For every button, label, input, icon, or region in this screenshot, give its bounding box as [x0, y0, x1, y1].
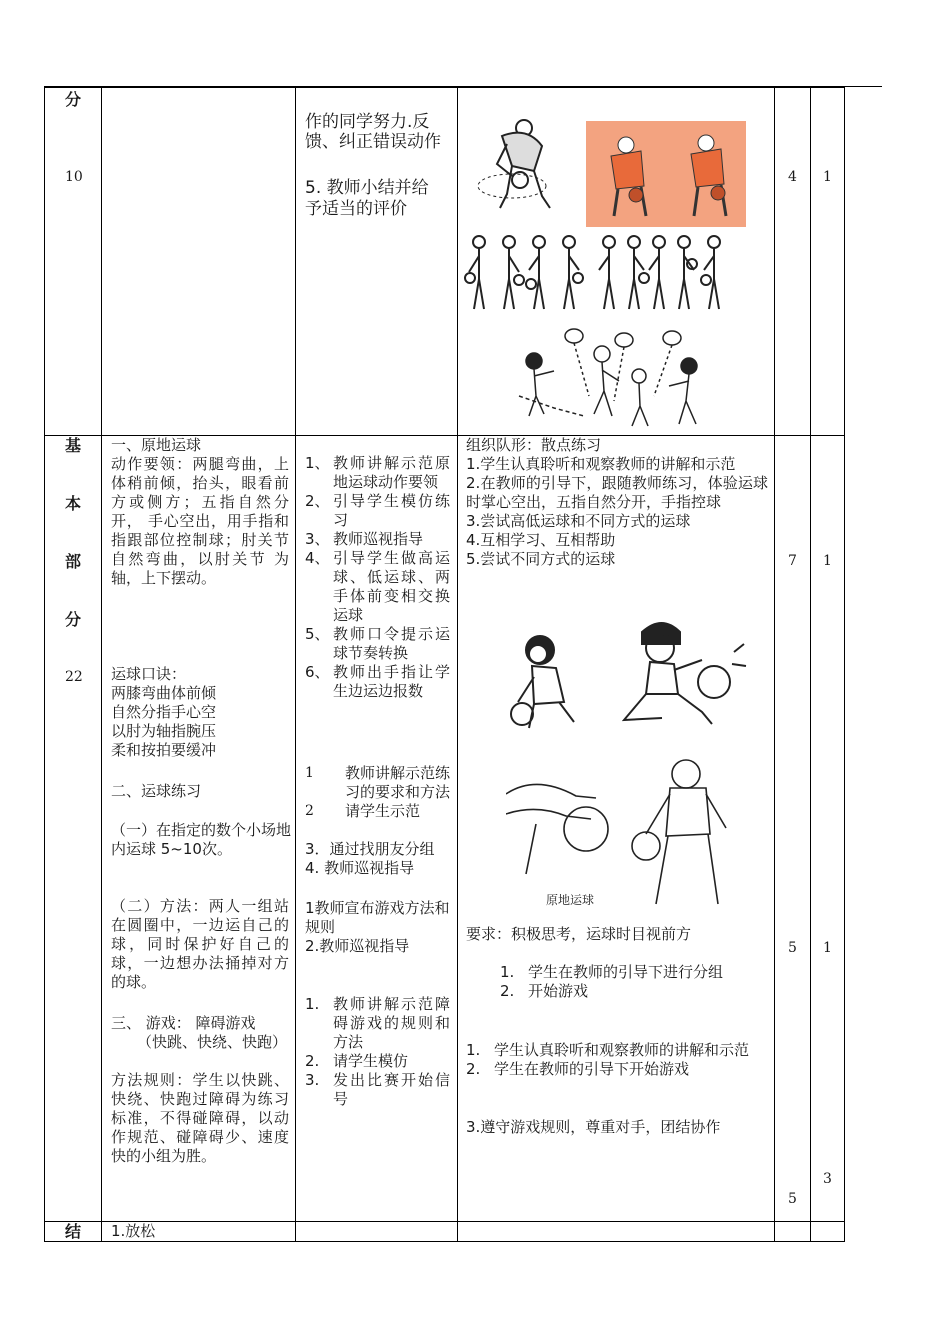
- phase-time: 10: [65, 169, 83, 185]
- list-item: 1. 学生认真聆听和观察教师的讲解和示范: [466, 1041, 750, 1059]
- list-item: 4. 教师巡视指导: [305, 859, 415, 877]
- teacher-feedback-text: 作的同学努力.反馈、纠正错误动作: [305, 112, 441, 152]
- list-item: 1.学生认真聆听和观察教师的讲解和示范: [466, 455, 736, 473]
- times-value: 1: [823, 940, 832, 956]
- practice-text: （二）方法：两人一组站在圆圈中，一边运自己的球，同时保护好自己的球，一边想办法捅掉对方的球。: [111, 897, 289, 991]
- list-item: 1. 教师讲解示范障碍游戏的规则和方法: [305, 995, 450, 1051]
- list-item: 5、 教师口令提示运球节奏转换: [305, 625, 450, 662]
- times-cell: [811, 88, 845, 436]
- requirement-text: 要求：积极思考，运球时目视前方: [466, 925, 692, 943]
- rhyme-title: 运球口诀：: [111, 665, 187, 683]
- list-item: 2.教师巡视指导: [305, 937, 410, 955]
- times-value: 1: [823, 553, 832, 569]
- phase-label: 结: [64, 1222, 81, 1241]
- count-cell: [775, 88, 811, 436]
- content-cell: [102, 1222, 296, 1242]
- list-item: 1、 教师讲解示范原地运球动作要领: [305, 454, 450, 491]
- list-item: 2. 开始游戏: [500, 982, 589, 1000]
- org-text: 组织队形：散点练习: [466, 436, 602, 454]
- section-title: 二、运球练习: [111, 782, 202, 800]
- list-item: 3．通过找朋友分组: [305, 840, 435, 858]
- phase-cell: [45, 436, 102, 1222]
- rhyme-line: 自然分指手心空: [111, 703, 217, 721]
- content-text: 1.放松: [111, 1222, 156, 1240]
- teacher-list: [305, 995, 450, 1109]
- count-cell: [775, 1222, 811, 1242]
- table-row: [45, 88, 847, 436]
- phase-char: 分: [64, 610, 81, 629]
- count-cell: [775, 436, 811, 1222]
- list-item: 4、 引导学生做高运球、低运球、两手体前变相交换运球: [305, 549, 450, 624]
- teacher-cell: [296, 1222, 458, 1242]
- list-item: 2. 请学生模仿: [305, 1052, 409, 1070]
- list-item: 2、 引导学生模仿练习: [305, 492, 450, 529]
- list-item: 6、 教师出手指让学生边运边报数: [305, 663, 450, 700]
- phase-cell: [45, 1222, 102, 1242]
- phase-cell: [45, 88, 102, 436]
- teacher-cell: [296, 436, 458, 1222]
- count-value: 5: [788, 1191, 797, 1207]
- times-cell: [811, 436, 845, 1222]
- phase-char: 基: [64, 436, 81, 455]
- list-item: 3、 教师巡视指导: [305, 530, 424, 548]
- phase-char: 本: [64, 494, 81, 513]
- list-item: 2. 学生在教师的引导下开始游戏: [466, 1060, 690, 1078]
- count-value: 5: [788, 940, 797, 956]
- table-row: [45, 1222, 847, 1242]
- phase-char: 部: [64, 552, 81, 571]
- student-list: [466, 1041, 768, 1079]
- child-dribble-illustration: [504, 632, 580, 730]
- dribble-figure-illustration: [472, 116, 568, 216]
- student-cell: [458, 88, 775, 436]
- student-cell: [458, 1222, 775, 1242]
- list-item: 3.尝试高低运球和不同方式的运球: [466, 512, 691, 530]
- count-value: 4: [788, 169, 797, 185]
- rhyme-line: 柔和按拍要缓冲: [111, 741, 217, 759]
- section-title: 三、 游戏： 障碍游戏: [111, 1014, 256, 1032]
- list-item: 5.尝试不同方式的运球: [466, 550, 616, 568]
- section-title: 一、原地运球: [111, 436, 202, 454]
- student-cell: [458, 436, 775, 1222]
- child-sitting-dribble-illustration: [622, 614, 754, 726]
- lesson-plan-table: [44, 87, 846, 1242]
- section-body: 动作要领：两腿弯曲，上体稍前倾，抬头，眼看前方或侧方；五指自然分开， 手心空出，用手指和指跟部位控制球；肘关节自然弯曲，以肘关节 为轴，上下摆动。: [111, 455, 289, 587]
- list-item: 4.互相学习、互相帮助: [466, 531, 616, 549]
- teacher-summary-text: 5. 教师小结并给予适当的评价: [305, 178, 429, 219]
- dribble-sequence-illustration: [464, 234, 734, 316]
- phase-time: 22: [65, 669, 83, 685]
- section-subtitle: （快跳、快绕、快跑）: [136, 1033, 287, 1051]
- group-dribble-illustration: [514, 326, 714, 436]
- list-item: 1. 学生在教师的引导下进行分组: [500, 963, 724, 981]
- content-cell: [102, 88, 296, 436]
- rule-text: 3.遵守游戏规则，尊重对手，团结协作: [466, 1118, 721, 1136]
- phase-label: 分: [64, 90, 81, 109]
- list-item: 3. 发出比赛开始信号: [305, 1071, 450, 1108]
- times-cell: [811, 1222, 845, 1242]
- practice-text: （一）在指定的数个小场地内运球 5~10次。: [111, 821, 292, 858]
- stationary-dribble-illustration: [506, 754, 756, 906]
- times-value: 3: [823, 1171, 832, 1187]
- teacher-cell: [296, 88, 458, 436]
- list-item: 2.在教师的引导下，跟随教师练习，体验运球时掌心空出，五指自然分开，手指控球: [466, 474, 768, 511]
- list-item: 1教师宣布游戏方法和规则: [305, 899, 450, 936]
- orange-player-illustration: [586, 121, 746, 227]
- rules-text: 方法规则：学生以快跳、快绕、快跑过障碍为练习标准，不得碰障碍，以动作规范、碰障碍少、速度快的小组为胜。: [111, 1071, 289, 1165]
- teacher-list: [305, 454, 450, 701]
- rhyme-line: 两膝弯曲体前倾: [111, 684, 217, 702]
- table-row: [45, 436, 847, 1222]
- list-item: 1 教师讲解示范练习的要求和方法: [305, 764, 451, 801]
- content-cell: [102, 436, 296, 1222]
- times-value: 1: [823, 169, 832, 185]
- teacher-list: [305, 764, 450, 821]
- rhyme-line: 以肘为轴指腕压: [111, 722, 217, 740]
- count-value: 7: [788, 553, 797, 569]
- figure-caption: 原地运球: [546, 893, 595, 906]
- list-item: 2 请学生示范: [305, 802, 421, 820]
- student-list: [500, 963, 770, 1001]
